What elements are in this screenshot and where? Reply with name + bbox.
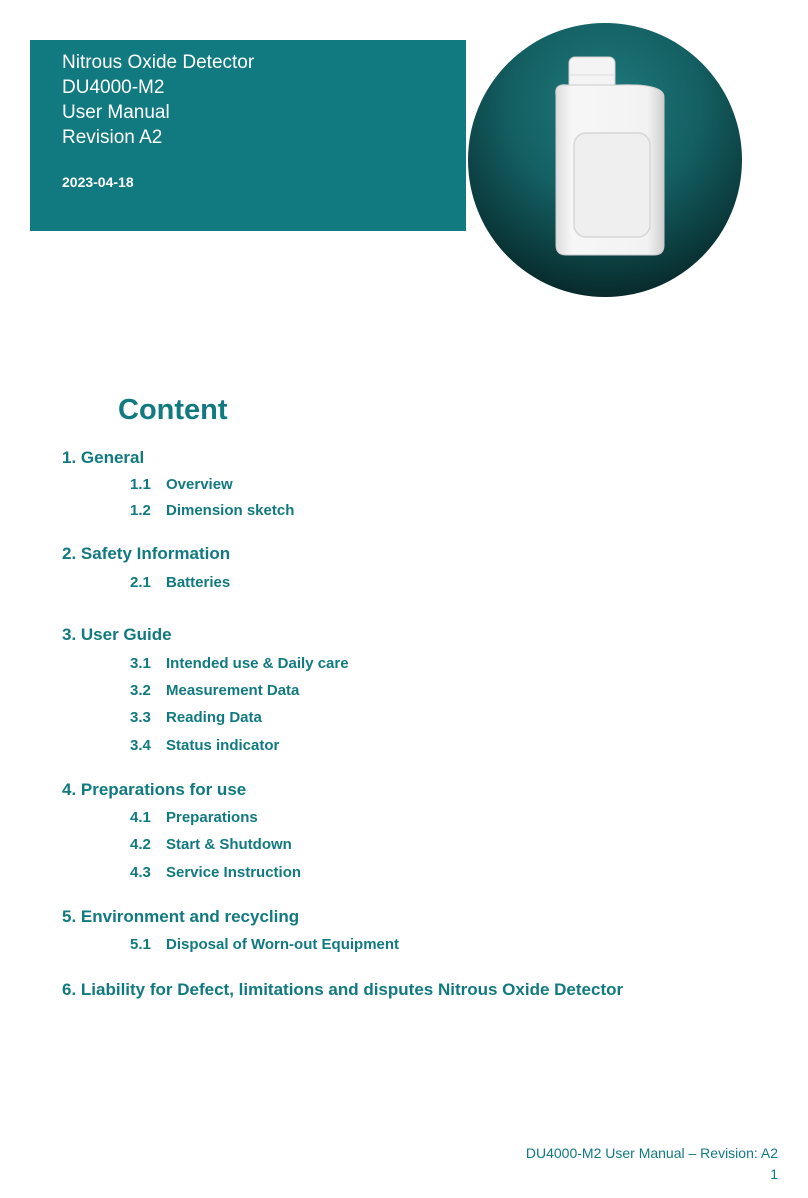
- footer-page-number: 1: [770, 1166, 778, 1182]
- toc-title: Content: [118, 394, 228, 426]
- toc-section-preparations[interactable]: 4. Preparations for use: [62, 780, 247, 799]
- toc-item-preparations[interactable]: 4.1 Preparations: [130, 809, 258, 826]
- toc-item-reading-data[interactable]: 3.3 Reading Data: [130, 709, 262, 726]
- toc-item-service-instruction[interactable]: 4.3 Service Instruction: [130, 864, 302, 881]
- toc-item-status-indicator[interactable]: 3.4 Status indicator: [130, 737, 280, 754]
- toc-item-batteries[interactable]: 2.1 Batteries: [130, 574, 231, 591]
- toc-item-measurement-data[interactable]: 3.2 Measurement Data: [130, 682, 300, 699]
- toc-item-start-shutdown[interactable]: 4.2 Start & Shutdown: [130, 836, 292, 853]
- toc-item-intended-use[interactable]: 3.1 Intended use & Daily care: [130, 655, 349, 672]
- toc-section-liability[interactable]: 6. Liability for Defect, limitations and disputes Nitrous Oxide Detector: [62, 980, 624, 999]
- toc-section-user-guide[interactable]: 3. User Guide: [62, 625, 172, 644]
- toc-item-overview[interactable]: 1.1 Overview: [130, 476, 233, 493]
- toc-item-dimension-sketch[interactable]: 1.2 Dimension sketch: [130, 502, 295, 519]
- document-date: 2023-04-18: [62, 174, 134, 190]
- footer-document-reference: DU4000-M2 User Manual – Revision: A2: [525, 1145, 778, 1161]
- toc-section-general[interactable]: 1. General: [62, 448, 145, 467]
- toc-section-environment[interactable]: 5. Environment and recycling: [62, 907, 300, 926]
- detector-device-image: [468, 23, 742, 297]
- title-banner: [30, 40, 466, 231]
- product-name: Nitrous Oxide Detector: [62, 52, 255, 73]
- toc-section-safety[interactable]: 2. Safety Information: [62, 544, 231, 563]
- revision-label: Revision A2: [62, 127, 163, 148]
- document-type: User Manual: [62, 102, 170, 123]
- model-number: DU4000-M2: [62, 77, 165, 98]
- toc-item-disposal[interactable]: 5.1 Disposal of Worn-out Equipment: [130, 936, 400, 953]
- product-photo: [468, 23, 742, 297]
